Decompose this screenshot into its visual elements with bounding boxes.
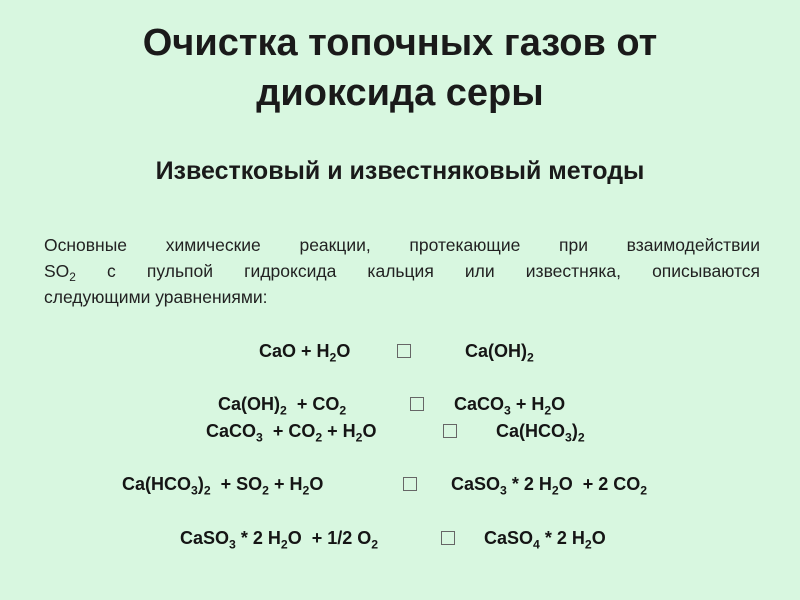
equation-5-product-subscript: 2 (584, 537, 592, 552)
equation-4-reactant-subscript: 3 (191, 483, 198, 498)
equation-3-reactant-subscript: 3 (256, 430, 263, 445)
equation-1-reactants (259, 336, 350, 366)
equation-2-reactants (218, 389, 346, 419)
equation-4-reactant-text: + H (268, 474, 303, 494)
equation-2-product-subscript: 3 (504, 403, 511, 418)
equation-2-reactant-text: + CO (286, 394, 340, 414)
equation-4-product-subscript: 2 (640, 483, 648, 498)
equation-4-reactant-subscript: 2 (302, 483, 310, 498)
equation-4-reactants (122, 469, 323, 499)
equation-3-reactant-text: O (362, 421, 377, 441)
equation-4-reactant-text: + SO (210, 474, 263, 494)
title-line-2: диоксида серы (256, 72, 544, 114)
paragraph-line-2-text: с пульпой гидроксида кальция или известняка, описываются (75, 261, 760, 281)
equation-1 (0, 336, 800, 366)
equation-4-product-text: * 2 H (506, 474, 552, 494)
intro-paragraph (44, 232, 760, 310)
equation-5-reactant-text: CaSO (180, 528, 230, 548)
equation-3-reactant-subscript: 2 (355, 430, 363, 445)
equation-5-products (484, 523, 606, 553)
equation-5-reactants (180, 523, 378, 553)
equation-5-product-subscript: 4 (533, 537, 540, 552)
reaction-arrow-icon (410, 397, 424, 411)
equation-5-product-text: O (591, 528, 606, 548)
equation-4-product-subscript: 3 (500, 483, 507, 498)
equation-3-reactant-text: + CO (262, 421, 316, 441)
paragraph-line-3: следующими уравнениями: (44, 287, 268, 307)
equation-4-reactant-subscript: 2 (203, 483, 211, 498)
equation-2-product-text: + H (510, 394, 545, 414)
equation-5-reactant-subscript: 2 (371, 537, 379, 552)
paragraph-line-1: Основные химические реакции, протекающие при взаимодействии (44, 235, 760, 255)
equation-3-reactant-text: CaCO (206, 421, 257, 441)
equation-4-products (451, 469, 647, 499)
equation-3-product-text: Ca(HCO (496, 421, 566, 441)
equation-2-reactant-subscript: 2 (280, 403, 287, 418)
equation-3-reactant-subscript: 2 (315, 430, 323, 445)
equation-1-reactant-text: O (336, 341, 351, 361)
equation-1-product-subscript: 2 (527, 350, 534, 365)
so2-subscript: 2 (69, 270, 76, 285)
equation-2 (0, 389, 800, 419)
equation-2-product-text: O (551, 394, 566, 414)
equation-3-reactants (206, 416, 377, 446)
equation-5-reactant-subscript: 3 (229, 537, 236, 552)
reaction-arrow-icon (403, 477, 417, 491)
equation-5-product-text: CaSO (484, 528, 534, 548)
reaction-arrow-icon (441, 531, 455, 545)
reaction-arrow-icon (443, 424, 457, 438)
equation-2-product-subscript: 2 (544, 403, 552, 418)
equation-4-reactant-subscript: 2 (262, 483, 269, 498)
equation-4-reactant-text: O (309, 474, 324, 494)
equation-2-reactant-text: Ca(OH) (218, 394, 280, 414)
equation-2-products (454, 389, 565, 419)
equation-4-reactant-text: Ca(HCO (122, 474, 192, 494)
equation-1-reactant-subscript: 2 (329, 350, 337, 365)
equation-3-product-text: ) (571, 421, 578, 441)
equation-5-reactant-text: * 2 H (235, 528, 281, 548)
slide-subtitle: Известковый и известняковый методы (155, 157, 645, 185)
equation-4 (0, 469, 800, 499)
equation-2-product-text: CaCO (454, 394, 505, 414)
equation-5-reactant-subscript: 2 (280, 537, 288, 552)
equation-4-product-subscript: 2 (551, 483, 559, 498)
equation-3-product-subscript: 3 (565, 430, 572, 445)
equation-3-products (496, 416, 585, 446)
equation-1-reactant-text: CaO + H (259, 341, 330, 361)
slide-title (0, 18, 800, 118)
equation-2-reactant-subscript: 2 (339, 403, 347, 418)
equation-4-reactant-text: ) (197, 474, 204, 494)
equation-3 (0, 416, 800, 446)
equation-1-product-text: Ca(OH) (465, 341, 527, 361)
equation-1-products (465, 336, 534, 366)
equation-5-reactant-text: O + 1/2 O (287, 528, 372, 548)
equation-3-product-subscript: 2 (577, 430, 585, 445)
title-line-1: Очистка топочных газов от (142, 22, 658, 64)
equation-5 (0, 523, 800, 553)
so2-formula: SO (44, 261, 70, 281)
equation-5-product-text: * 2 H (539, 528, 585, 548)
paragraph-line-2 (44, 258, 760, 284)
equation-4-product-text: CaSO (451, 474, 501, 494)
equation-4-product-text: O + 2 CO (558, 474, 641, 494)
reaction-arrow-icon (397, 344, 411, 358)
equation-3-reactant-text: + H (322, 421, 356, 441)
